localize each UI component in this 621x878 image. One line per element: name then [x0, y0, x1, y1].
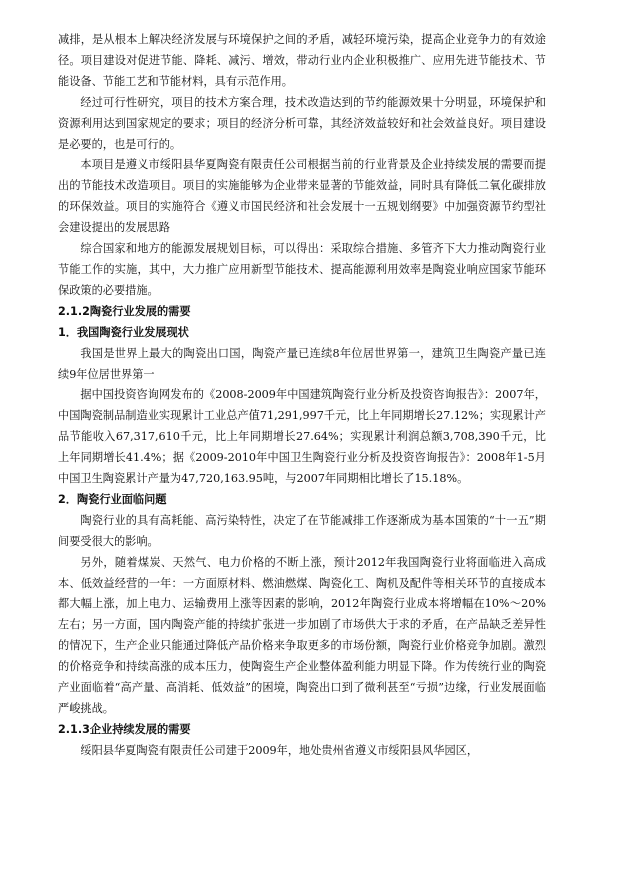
- section-heading-2-1-3: 2.1.3企业持续发展的需要: [58, 722, 191, 736]
- paragraph-1: 减排，是从根本上解决经济发展与环境保护之间的矛盾，减轻环境污染，提高企业竞争力的有效途径。项目建设对促进节能、降耗、减污、增效，带动行业内企业积极推广、应用先进节能技术、节能设备、节能工艺和节能材料，具有示范作用。: [58, 33, 546, 88]
- subheading-industry-problems: 2．陶瓷行业面临问题: [58, 492, 167, 506]
- paragraph-2: 经过可行性研究，项目的技术方案合理，技术改造达到的节约能源效果十分明显，环境保护和资源利用达到国家规定的要求；项目的经济分析可靠，其经济效益较好和社会效益良好。项目建设是必要的，也是可行的。: [58, 95, 546, 151]
- section-heading-2-1-2: 2.1.2陶瓷行业发展的需要: [58, 304, 191, 318]
- paragraph-7: 陶瓷行业的具有高耗能、高污染特性，决定了在节能减排工作逐渐成为基本国策的“十一五”期间要受很大的影响。: [58, 513, 546, 548]
- paragraph-5: 我国是世界上最大的陶瓷出口国，陶瓷产量已连续8年位居世界第一，建筑卫生陶瓷产量已连续9年位居世界第一: [58, 346, 546, 381]
- paragraph-8: 另外，随着煤炭、天然气、电力价格的不断上涨，预计2012年我国陶瓷行业将面临进入高成本、低效益经营的一年：一方面原材料、燃油燃煤、陶瓷化工、陶机及配件等相关环节的直接成本都大幅上涨，加上电力、运输费用上涨等因素的影响，2012年陶瓷行业成本将增幅在10%～20%左右；另一方面，国内陶瓷产能的持续扩张进一步加剧了市场供大于求的矛盾，在产品缺乏差异性的情况下，生产企业只能通过降低产品价格来争取更多的市场份额，陶瓷行业价格竞争加剧。激烈的价格竞争和持续高涨的成本压力，使陶瓷生产企业整体盈利能力明显下降。作为传统行业的陶瓷产业面临着“高产量、高消耗、低效益”的困境，陶瓷出口到了微利甚至“亏损”边缘，行业发展面临严峻挑战。: [58, 555, 546, 715]
- paragraph-9: 绥阳县华夏陶瓷有限责任公司建于2009年，地处贵州省遵义市绥阳县风华园区，: [80, 743, 479, 757]
- paragraph-4: 综合国家和地方的能源发展规划目标，可以得出：采取综合措施、多管齐下大力推动陶瓷行业节能工作的实施，其中，大力推广应用新型节能技术、提高能源利用效率是陶瓷业响应国家节能环保政策的必要措施。: [58, 242, 546, 297]
- paragraph-6: 据中国投资咨询网发布的《2008-2009年中国建筑陶瓷行业分析及投资咨询报告》：2007年，中国陶瓷制品制造业实现累计工业总产值71,291,997千元，比上年同期增长27.12%；实现累计产品节能收入67,317,610千元，比上年同期增长27.64%；实现累计利润总额3,708,390千元，比上年同期增长41.4%；据《2009-2010年中国卫生陶瓷行业分析及投资咨询报告》：2008年1-5月中国卫生陶瓷累计产量为47,720,163.95吨，与2007年同期相比增长了15.18%。: [58, 388, 546, 486]
- subheading-industry-status: 1．我国陶瓷行业发展现状: [58, 325, 189, 339]
- paragraph-3: 本项目是遵义市绥阳县华夏陶瓷有限责任公司根据当前的行业背景及企业持续发展的需要而提出的节能技术改造项目。项目的实施能够为企业带来显著的节能效益，同时具有降低二氧化碳排放的环保效益。项目的实施符合《遵义市国民经济和社会发展十一五规划纲要》中加强资源节约型社会建设提出的发展思路: [58, 158, 546, 235]
- document-page: [58, 30, 546, 762]
